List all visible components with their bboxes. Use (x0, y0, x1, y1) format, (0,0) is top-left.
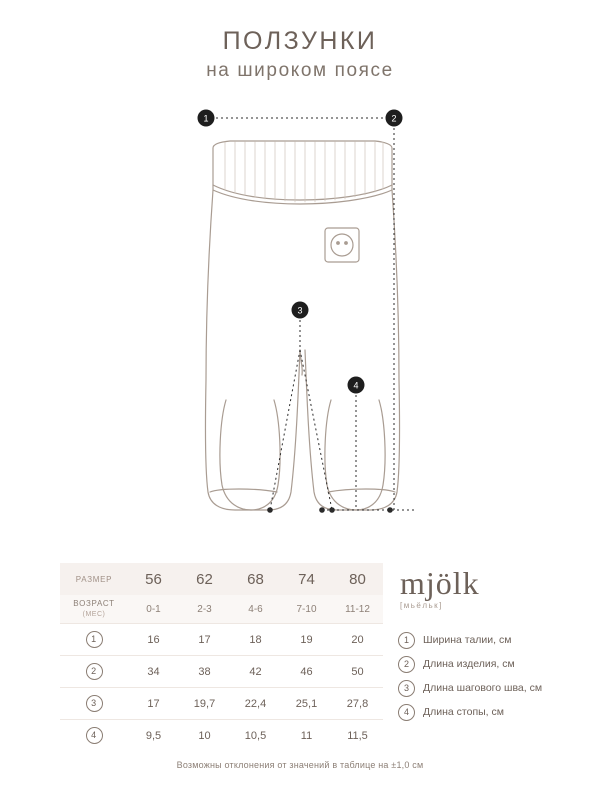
cell-r3-c3: 22,4 (230, 688, 281, 720)
cell-r1-c2: 17 (179, 624, 230, 656)
cell-r3-c1: 17 (128, 688, 179, 720)
cell-r4-c1: 9,5 (128, 720, 179, 752)
cell-r2-c4: 46 (281, 656, 332, 688)
age-cell-56: 0-1 (128, 595, 179, 624)
legend-item-4 (398, 700, 598, 724)
cell-r4-c3: 10,5 (230, 720, 281, 752)
header-size-label: РАЗМЕР (60, 563, 128, 595)
marker-badge-4: 4 (86, 727, 103, 744)
svg-text:4: 4 (353, 380, 359, 391)
measurement-legend (398, 628, 598, 724)
age-cell-68: 4-6 (230, 595, 281, 624)
row-marker-2 (60, 656, 128, 688)
legend-marker-4: 4 (398, 704, 415, 721)
cell-r3-c5: 27,8 (332, 688, 383, 720)
legend-text-1: Ширина талии, см (423, 634, 512, 646)
cell-r1-c3: 18 (230, 624, 281, 656)
cell-r1-c5: 20 (332, 624, 383, 656)
svg-text:1: 1 (203, 113, 209, 124)
row-marker-3 (60, 688, 128, 720)
header-size-74: 74 (281, 563, 332, 595)
legend-item-2 (398, 652, 598, 676)
marker-badge-1: 1 (86, 631, 103, 648)
age-label (60, 595, 128, 624)
brand-transcription: [мьёльк] (400, 601, 443, 610)
table-row (60, 720, 383, 752)
cell-r2-c5: 50 (332, 656, 383, 688)
brand-name: mjölk (400, 565, 480, 601)
header-size-80: 80 (332, 563, 383, 595)
legend-marker-3: 3 (398, 680, 415, 697)
legend-marker-1: 1 (398, 632, 415, 649)
cell-r3-c4: 25,1 (281, 688, 332, 720)
cell-r3-c2: 19,7 (179, 688, 230, 720)
cell-r2-c3: 42 (230, 656, 281, 688)
page-title (0, 26, 600, 84)
age-cell-62: 2-3 (179, 595, 230, 624)
table-row (60, 688, 383, 720)
header-size-62: 62 (179, 563, 230, 595)
header-size-56: 56 (128, 563, 179, 595)
title-main: ПОЛЗУНКИ (222, 27, 378, 55)
svg-text:3: 3 (297, 305, 303, 316)
table-row-age (60, 595, 383, 624)
table-row (60, 656, 383, 688)
legend-marker-2: 2 (398, 656, 415, 673)
title-subtitle: на широком поясе (206, 60, 394, 81)
cell-r1-c1: 16 (128, 624, 179, 656)
legend-text-2: Длина изделия, см (423, 658, 515, 670)
footnote: Возможны отклонения от значений в таблице на ±1,0 см (176, 760, 424, 770)
cell-r4-c5: 11,5 (332, 720, 383, 752)
legend-item-1 (398, 628, 598, 652)
age-cell-74: 7-10 (281, 595, 332, 624)
legend-text-4: Длина стопы, см (423, 706, 504, 718)
marker-badge-3: 3 (86, 695, 103, 712)
cell-r1-c4: 19 (281, 624, 332, 656)
brand-logo (400, 566, 580, 610)
legend-text-3: Длина шагового шва, см (423, 682, 543, 694)
age-label-text: ВОЗРАСТ (73, 599, 115, 608)
header-size-68: 68 (230, 563, 281, 595)
cell-r4-c4: 11 (281, 720, 332, 752)
legend-item-3 (398, 676, 598, 700)
row-marker-1 (60, 624, 128, 656)
age-cell-80: 11-12 (332, 595, 383, 624)
row-marker-4 (60, 720, 128, 752)
cell-r2-c2: 38 (179, 656, 230, 688)
svg-text:2: 2 (391, 113, 397, 124)
cell-r4-c2: 10 (179, 720, 230, 752)
age-unit-text: (МЕС) (82, 611, 106, 618)
table-row (60, 624, 383, 656)
cell-r2-c1: 34 (128, 656, 179, 688)
garment-illustration (150, 100, 450, 530)
size-table (60, 563, 383, 751)
table-header-row (60, 563, 383, 595)
marker-badge-2: 2 (86, 663, 103, 680)
